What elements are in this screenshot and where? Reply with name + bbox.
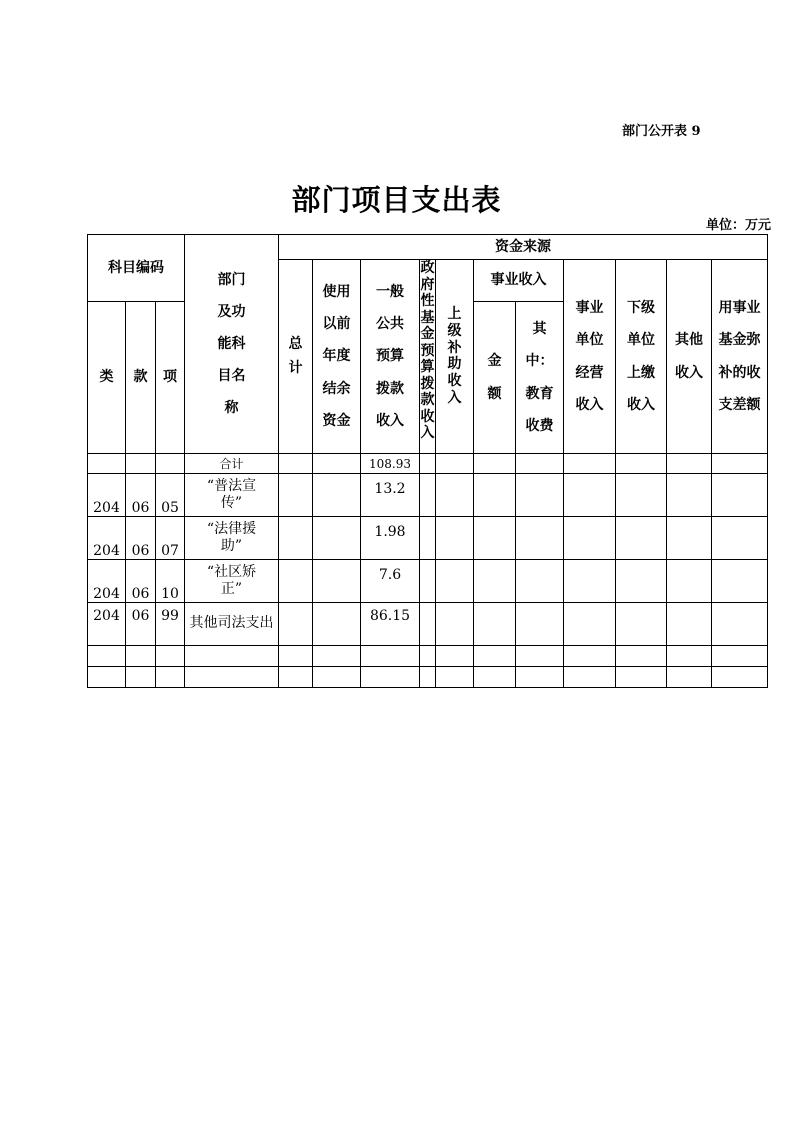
empty-cell bbox=[420, 474, 436, 517]
empty-cell bbox=[516, 517, 564, 560]
empty-cell bbox=[516, 474, 564, 517]
name-text: “社区矫正” bbox=[206, 563, 257, 597]
fund-makeup-line: 补的收 bbox=[718, 364, 761, 381]
kuan-cell: 06 bbox=[126, 517, 156, 560]
empty-cell bbox=[516, 454, 564, 474]
name-text: “法律援助” bbox=[206, 520, 257, 554]
xiang-cell bbox=[156, 454, 185, 474]
lower-unit-line: 上缴 bbox=[627, 364, 655, 381]
prior-funds-line: 结余 bbox=[322, 380, 351, 397]
empty-cell bbox=[667, 603, 712, 646]
xiang-cell: 99 bbox=[156, 603, 185, 646]
business-income-line: 收入 bbox=[575, 396, 604, 413]
amount-header bbox=[474, 302, 516, 454]
empty-cell bbox=[616, 474, 667, 517]
lower-unit-line: 下级 bbox=[627, 300, 655, 317]
business-income-line: 单位 bbox=[575, 332, 604, 349]
general-budget-cell: 7.6 bbox=[361, 560, 420, 603]
unit-label: 单位：万元 bbox=[706, 218, 772, 233]
empty-cell bbox=[667, 474, 712, 517]
lei-header: 类 bbox=[88, 302, 126, 454]
empty-cell bbox=[564, 517, 616, 560]
prior-funds-line: 以前 bbox=[322, 316, 351, 333]
general-budget-line: 预算 bbox=[376, 348, 404, 365]
empty-cell bbox=[279, 603, 313, 646]
kuan-cell: 06 bbox=[126, 603, 156, 646]
empty-cell bbox=[436, 603, 474, 646]
edu-fee-line: 教育 bbox=[525, 385, 554, 402]
general-budget-cell: 86.15 bbox=[361, 603, 420, 646]
name-cell bbox=[185, 603, 279, 646]
name-cell bbox=[185, 474, 279, 517]
empty-cell bbox=[516, 603, 564, 646]
amount-line: 额 bbox=[487, 385, 502, 402]
empty-cell bbox=[616, 603, 667, 646]
dept-func-line: 称 bbox=[224, 400, 239, 417]
empty-cell bbox=[420, 560, 436, 603]
dept-func-header bbox=[185, 235, 279, 454]
empty-cell bbox=[420, 454, 436, 474]
general-budget-line: 收入 bbox=[376, 412, 404, 429]
name-text: “普法宣传” bbox=[206, 477, 257, 511]
empty-cell bbox=[474, 603, 516, 646]
dept-func-line: 及功 bbox=[217, 303, 246, 320]
other-income-line: 其他 bbox=[675, 332, 703, 349]
lei-cell: 204 bbox=[88, 560, 126, 603]
edu-fee-line: 中： bbox=[525, 353, 554, 370]
lei-cell bbox=[88, 454, 126, 474]
empty-cell bbox=[712, 560, 768, 603]
empty-cell bbox=[279, 454, 313, 474]
empty-cell bbox=[474, 517, 516, 560]
empty-cell bbox=[564, 560, 616, 603]
business-income-line: 事业 bbox=[575, 300, 604, 317]
business-income-header bbox=[564, 260, 616, 454]
lei-cell: 204 bbox=[88, 517, 126, 560]
name-cell bbox=[185, 517, 279, 560]
amount-line: 金 bbox=[487, 353, 502, 370]
empty-cell bbox=[667, 517, 712, 560]
empty-cell bbox=[313, 603, 361, 646]
empty-cell bbox=[712, 603, 768, 646]
kuan-cell: 06 bbox=[126, 474, 156, 517]
xiang-cell: 05 bbox=[156, 474, 185, 517]
general-budget-line: 一般 bbox=[376, 284, 404, 301]
xiang-header: 项 bbox=[156, 302, 185, 454]
empty-cell bbox=[420, 603, 436, 646]
empty-cell bbox=[516, 560, 564, 603]
empty-cell bbox=[564, 454, 616, 474]
form-number: 部门公开表 9 bbox=[622, 124, 701, 139]
fund-makeup-line: 支差额 bbox=[718, 396, 761, 413]
xiang-cell: 10 bbox=[156, 560, 185, 603]
general-budget-cell: 13.2 bbox=[361, 474, 420, 517]
other-income-line: 收入 bbox=[675, 364, 703, 381]
dept-func-line: 能科 bbox=[217, 335, 246, 352]
general-budget-cell: 1.98 bbox=[361, 517, 420, 560]
upper-subsidy-header-text: 上级补助收入 bbox=[447, 306, 462, 406]
edu-fee-header bbox=[516, 302, 564, 454]
lei-cell: 204 bbox=[88, 474, 126, 517]
empty-cell bbox=[474, 474, 516, 517]
empty-cell bbox=[474, 560, 516, 603]
project-expenditure-table bbox=[87, 234, 768, 688]
funding-source-header: 资金来源 bbox=[279, 235, 768, 260]
table-row bbox=[88, 454, 768, 474]
other-income-header bbox=[667, 260, 712, 454]
empty-cell bbox=[436, 474, 474, 517]
lower-unit-header bbox=[616, 260, 667, 454]
table-row bbox=[88, 603, 768, 646]
general-budget-cell: 108.93 bbox=[361, 454, 420, 474]
general-budget-line: 拨款 bbox=[376, 380, 404, 397]
empty-cell bbox=[313, 560, 361, 603]
career-income-header: 事业收入 bbox=[474, 260, 564, 302]
subject-code-header: 科目编码 bbox=[88, 235, 185, 302]
prior-funds-line: 使用 bbox=[322, 284, 351, 301]
empty-cell bbox=[712, 454, 768, 474]
lower-unit-line: 单位 bbox=[627, 332, 655, 349]
business-income-line: 经营 bbox=[575, 364, 604, 381]
name-cell: 合计 bbox=[185, 454, 279, 474]
empty-cell bbox=[420, 517, 436, 560]
lower-unit-line: 收入 bbox=[627, 396, 655, 413]
empty-cell bbox=[564, 603, 616, 646]
empty-cell bbox=[279, 517, 313, 560]
empty-cell bbox=[474, 454, 516, 474]
page-title: 部门项目支出表 bbox=[291, 183, 502, 217]
empty-cell bbox=[436, 517, 474, 560]
name-cell bbox=[185, 560, 279, 603]
prior-funds-line: 年度 bbox=[322, 348, 351, 365]
total-header bbox=[279, 260, 313, 454]
empty-cell bbox=[313, 517, 361, 560]
general-budget-line: 公共 bbox=[376, 316, 404, 333]
empty-cell bbox=[313, 474, 361, 517]
empty-cell bbox=[313, 454, 361, 474]
dept-func-line: 部门 bbox=[217, 271, 246, 288]
edu-fee-line: 其 bbox=[532, 321, 547, 338]
empty-cell bbox=[616, 454, 667, 474]
prior-funds-line: 资金 bbox=[322, 412, 351, 429]
empty-cell bbox=[436, 454, 474, 474]
empty-cell bbox=[712, 517, 768, 560]
table-row bbox=[88, 474, 768, 517]
table-row bbox=[88, 560, 768, 603]
name-text: 其他司法支出 bbox=[189, 615, 274, 632]
empty-cell bbox=[712, 474, 768, 517]
gov-fund-header-text: 政府性基金预算拨款收入 bbox=[420, 260, 435, 442]
kuan-cell: 06 bbox=[126, 560, 156, 603]
fund-makeup-header bbox=[712, 260, 768, 454]
edu-fee-line: 收费 bbox=[525, 417, 554, 434]
empty-row bbox=[88, 667, 768, 688]
empty-cell bbox=[616, 560, 667, 603]
empty-cell bbox=[667, 454, 712, 474]
xiang-cell: 07 bbox=[156, 517, 185, 560]
kuan-cell bbox=[126, 454, 156, 474]
total-header-text: 总计 bbox=[288, 335, 303, 376]
table-row bbox=[88, 517, 768, 560]
empty-cell bbox=[564, 474, 616, 517]
empty-cell bbox=[279, 560, 313, 603]
empty-row bbox=[88, 646, 768, 667]
empty-cell bbox=[436, 560, 474, 603]
lei-cell: 204 bbox=[88, 603, 126, 646]
kuan-header: 款 bbox=[126, 302, 156, 454]
fund-makeup-line: 基金弥 bbox=[718, 332, 761, 349]
fund-makeup-line: 用事业 bbox=[718, 300, 761, 317]
empty-cell bbox=[667, 560, 712, 603]
prior-funds-header bbox=[313, 260, 361, 454]
gov-fund-header bbox=[420, 260, 436, 454]
upper-subsidy-header bbox=[436, 260, 474, 454]
dept-func-line: 目名 bbox=[217, 368, 246, 385]
empty-cell bbox=[616, 517, 667, 560]
general-budget-header bbox=[361, 260, 420, 454]
empty-cell bbox=[279, 474, 313, 517]
